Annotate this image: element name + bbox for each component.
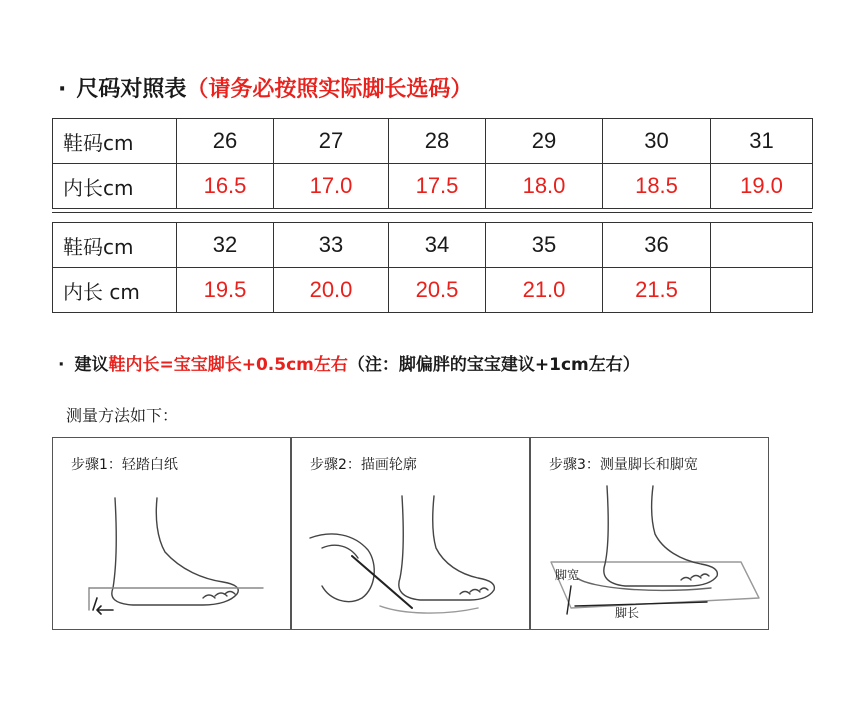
size-table-1 (52, 118, 813, 209)
table-divider (52, 212, 812, 213)
size-cell: 30 (603, 119, 711, 164)
size-cell: 34 (389, 223, 486, 268)
length-cell: 18.5 (603, 164, 711, 209)
step-3-panel (530, 437, 769, 630)
table-row (53, 164, 813, 209)
size-cell: 33 (274, 223, 389, 268)
step-caption: 步骤2：描画轮廓 (310, 457, 417, 473)
title-bullet: · (58, 77, 67, 102)
length-cell: 19.0 (711, 164, 813, 209)
step-2-panel (291, 437, 530, 630)
length-cell: 18.0 (486, 164, 603, 209)
length-cell: 21.5 (603, 268, 711, 313)
step-1-panel (52, 437, 291, 630)
title-note: （请务必按照实际脚长选码） (186, 77, 473, 102)
length-cell: 21.0 (486, 268, 603, 313)
length-label: 内长cm (53, 164, 177, 209)
measure-title: 测量方法如下： (66, 406, 179, 425)
length-label: 内长 cm (53, 268, 177, 313)
title-main: 尺码对照表 (76, 77, 187, 102)
step-caption: 步骤1：轻踏白纸 (71, 457, 178, 473)
size-cell (711, 223, 813, 268)
page-title (58, 72, 472, 103)
size-cell: 27 (274, 119, 389, 164)
length-cell: 17.0 (274, 164, 389, 209)
size-cell: 28 (389, 119, 486, 164)
table-row (53, 268, 813, 313)
size-cell: 32 (177, 223, 274, 268)
table-row (53, 119, 813, 164)
size-cell: 36 (603, 223, 711, 268)
step-caption: 步骤3：测量脚长和脚宽 (549, 457, 698, 473)
size-label: 鞋码cm (53, 119, 177, 164)
length-cell (711, 268, 813, 313)
length-cell: 16.5 (177, 164, 274, 209)
note-suffix: （注：脚偏胖的宝宝建议+1cm左右） (347, 355, 640, 375)
foot-length-label: 脚长 (615, 606, 640, 620)
note-prefix: 建议 (74, 355, 109, 375)
size-label: 鞋码cm (53, 223, 177, 268)
length-cell: 19.5 (177, 268, 274, 313)
size-cell: 35 (486, 223, 603, 268)
length-cell: 20.5 (389, 268, 486, 313)
size-cell: 29 (486, 119, 603, 164)
length-cell: 17.5 (389, 164, 486, 209)
note-highlight: 鞋内长=宝宝脚长+0.5cm左右 (108, 355, 348, 375)
table-row (53, 223, 813, 268)
foot-width-label: 脚宽 (555, 568, 580, 582)
length-cell: 20.0 (274, 268, 389, 313)
fit-recommendation (58, 350, 640, 375)
size-table-2 (52, 222, 813, 313)
size-cell: 26 (177, 119, 274, 164)
size-cell: 31 (711, 119, 813, 164)
note-bullet: · (58, 355, 65, 375)
